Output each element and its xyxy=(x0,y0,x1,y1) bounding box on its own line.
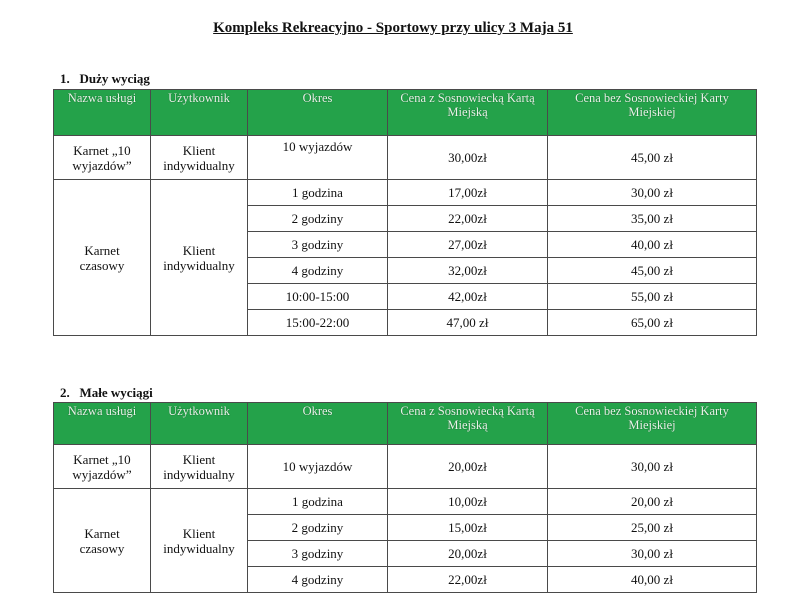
section-1-number: 1. xyxy=(60,71,70,86)
service-name-cell: Karnet „10 wyjazdów” xyxy=(54,136,151,180)
period-cell: 10 wyjazdów xyxy=(248,445,388,489)
price-card-cell: 20,00zł xyxy=(388,541,548,567)
header-nazwa-uslugi: Nazwa usługi xyxy=(54,403,151,445)
price-nocard-cell: 55,00 zł xyxy=(548,284,757,310)
period-cell: 10 wyjazdów xyxy=(248,136,388,180)
header-uzytkownik: Użytkownik xyxy=(151,90,248,136)
header-cena-bez-karty: Cena bez Sosnowieckiej Karty Miejskiej xyxy=(548,403,757,445)
period-cell: 3 godziny xyxy=(248,541,388,567)
service-name-cell: Karnet „10 wyjazdów” xyxy=(54,445,151,489)
service-name-line: czasowy xyxy=(79,257,125,273)
price-card-cell: 47,00 zł xyxy=(388,310,548,336)
period-cell: 2 godziny xyxy=(248,515,388,541)
table-row xyxy=(54,445,757,489)
price-nocard-cell: 20,00 zł xyxy=(548,489,757,515)
period-cell: 1 godzina xyxy=(248,489,388,515)
section-1-title: Duży wyciąg xyxy=(79,71,150,86)
user-cell: Klient indywidualny xyxy=(151,180,248,336)
period-cell: 1 godzina xyxy=(248,180,388,206)
price-card-cell: 20,00zł xyxy=(388,445,548,489)
table-header-row xyxy=(54,403,757,445)
header-okres: Okres xyxy=(248,90,388,136)
period-cell: 4 godziny xyxy=(248,567,388,593)
price-nocard-cell: 45,00 zł xyxy=(548,258,757,284)
user-cell: Klient indywidualny xyxy=(151,136,248,180)
period-cell: 3 godziny xyxy=(248,232,388,258)
price-nocard-cell: 30,00 zł xyxy=(548,541,757,567)
section-2-heading xyxy=(60,385,153,401)
page-title: Kompleks Rekreacyjno - Sportowy przy ulicy 3 Maja 51 xyxy=(213,20,573,36)
header-okres: Okres xyxy=(248,403,388,445)
price-card-cell: 10,00zł xyxy=(388,489,548,515)
price-nocard-cell: 30,00 zł xyxy=(548,445,757,489)
male-wyciagi-price-table xyxy=(53,402,757,593)
period-cell: 10:00-15:00 xyxy=(248,284,388,310)
price-card-cell: 22,00zł xyxy=(388,567,548,593)
price-nocard-cell: 40,00 zł xyxy=(548,232,757,258)
price-card-cell: 22,00zł xyxy=(388,206,548,232)
table-row xyxy=(54,180,757,206)
price-card-cell: 15,00zł xyxy=(388,515,548,541)
header-nazwa-uslugi: Nazwa usługi xyxy=(54,90,151,136)
user-cell: Klient indywidualny xyxy=(151,489,248,593)
service-name-line: Karnet xyxy=(84,525,120,541)
table-row xyxy=(54,489,757,515)
period-cell: 4 godziny xyxy=(248,258,388,284)
price-card-cell: 17,00zł xyxy=(388,180,548,206)
period-cell: 15:00-22:00 xyxy=(248,310,388,336)
price-card-cell: 30,00zł xyxy=(388,136,548,180)
header-cena-z-karta: Cena z Sosnowiecką Kartą Miejską xyxy=(388,403,548,445)
price-nocard-cell: 40,00 zł xyxy=(548,567,757,593)
price-nocard-cell: 25,00 zł xyxy=(548,515,757,541)
section-2-title: Małe wyciągi xyxy=(79,385,153,400)
duzy-wyciag-price-table xyxy=(53,89,757,336)
price-nocard-cell: 35,00 zł xyxy=(548,206,757,232)
price-card-cell: 32,00zł xyxy=(388,258,548,284)
header-cena-z-karta: Cena z Sosnowiecką Kartą Miejską xyxy=(388,90,548,136)
service-name-cell xyxy=(54,489,151,593)
table-header-row xyxy=(54,90,757,136)
section-2-number: 2. xyxy=(60,385,70,400)
table-row xyxy=(54,136,757,180)
section-1-heading xyxy=(60,71,150,87)
header-uzytkownik: Użytkownik xyxy=(151,403,248,445)
price-card-cell: 27,00zł xyxy=(388,232,548,258)
price-card-cell: 42,00zł xyxy=(388,284,548,310)
service-name-line: czasowy xyxy=(79,540,125,556)
header-cena-bez-karty: Cena bez Sosnowieckiej Karty Miejskiej xyxy=(548,90,757,136)
user-cell: Klient indywidualny xyxy=(151,445,248,489)
price-nocard-cell: 45,00 zł xyxy=(548,136,757,180)
service-name-line: Karnet xyxy=(84,242,120,258)
service-name-cell xyxy=(54,180,151,336)
price-nocard-cell: 65,00 zł xyxy=(548,310,757,336)
price-nocard-cell: 30,00 zł xyxy=(548,180,757,206)
period-cell: 2 godziny xyxy=(248,206,388,232)
